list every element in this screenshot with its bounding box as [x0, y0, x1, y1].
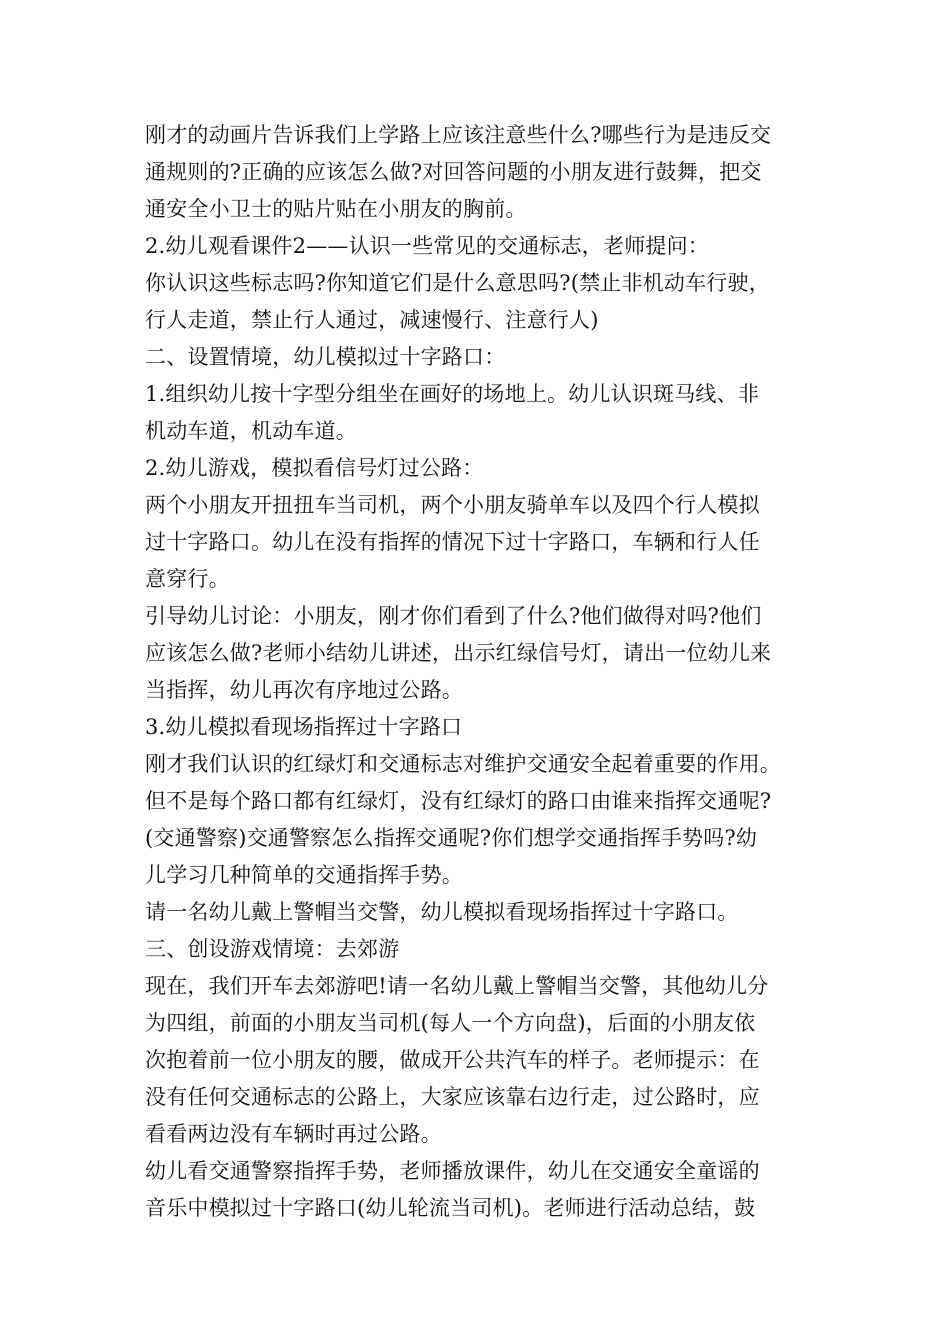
document-body — [145, 117, 815, 1227]
text-line: 为四组，前面的小朋友当司机(每人一个方向盘)，后面的小朋友依 — [145, 1011, 756, 1035]
text-line: 你认识这些标志吗?你知道它们是什么意思吗?(禁止非机动车行驶， — [145, 271, 770, 295]
text-line: 通安全小卫士的贴片贴在小朋友的胸前。 — [145, 197, 527, 221]
text-line: 刚才的动画片告诉我们上学路上应该注意些什么?哪些行为是违反交 — [145, 123, 772, 147]
section-heading: 三、创设游戏情境：去郊游 — [145, 937, 400, 961]
text-line: 行人走道，禁止行人通过，减速慢行、注意行人) — [145, 308, 599, 332]
text-line: 2.幼儿观看课件2——认识一些常见的交通标志，老师提问： — [145, 234, 709, 258]
text-line: 当指挥，幼儿再次有序地过公路。 — [145, 678, 463, 702]
text-line: 3.幼儿模拟看现场指挥过十字路口 — [145, 715, 463, 739]
text-line: 通规则的?正确的应该怎么做?对回答问题的小朋友进行鼓舞，把交 — [145, 160, 762, 184]
text-line: 看看两边没有车辆时再过公路。 — [145, 1122, 442, 1146]
text-line: 刚才我们认识的红绿灯和交通标志对维护交通安全起着重要的作用。 — [145, 752, 781, 776]
text-line: 机动车道，机动车道。 — [145, 419, 357, 443]
text-line: 2.幼儿游戏，模拟看信号灯过公路： — [145, 456, 484, 480]
text-line: 意穿行。 — [145, 567, 230, 591]
text-line: 幼儿看交通警察指挥手势，老师播放课件，幼儿在交通安全童谣的 — [145, 1159, 760, 1183]
text-line: 1.组织幼儿按十字型分组坐在画好的场地上。幼儿认识斑马线、非 — [145, 382, 760, 406]
text-line: 音乐中模拟过十字路口(幼儿轮流当司机)。老师进行活动总结，鼓 — [145, 1196, 756, 1220]
text-line: 过十字路口。幼儿在没有指挥的情况下过十字路口，车辆和行人任 — [145, 530, 760, 554]
text-line: 引导幼儿讨论：小朋友，刚才你们看到了什么?他们做得对吗?他们 — [145, 604, 762, 628]
text-line: 儿学习几种简单的交通指挥手势。 — [145, 863, 463, 887]
text-line: 但不是每个路口都有红绿灯，没有红绿灯的路口由谁来指挥交通呢? — [145, 789, 772, 813]
text-line: 应该怎么做?老师小结幼儿讲述，出示红绿信号灯，请出一位幼儿来 — [145, 641, 772, 665]
text-line: 两个小朋友开扭扭车当司机，两个小朋友骑单车以及四个行人模拟 — [145, 493, 760, 517]
text-line: 次抱着前一位小朋友的腰，做成开公共汽车的样子。老师提示：在 — [145, 1048, 760, 1072]
section-heading: 二、设置情境，幼儿模拟过十字路口： — [145, 345, 506, 369]
text-line: 请一名幼儿戴上警帽当交警，幼儿模拟看现场指挥过十字路口。 — [145, 900, 739, 924]
text-line: 现在，我们开车去郊游吧!请一名幼儿戴上警帽当交警，其他幼儿分 — [145, 974, 769, 998]
text-line: (交通警察)交通警察怎么指挥交通呢?你们想学交通指挥手势吗?幼 — [145, 826, 758, 850]
text-line: 没有任何交通标志的公路上，大家应该靠右边行走，过公路时，应 — [145, 1085, 760, 1109]
